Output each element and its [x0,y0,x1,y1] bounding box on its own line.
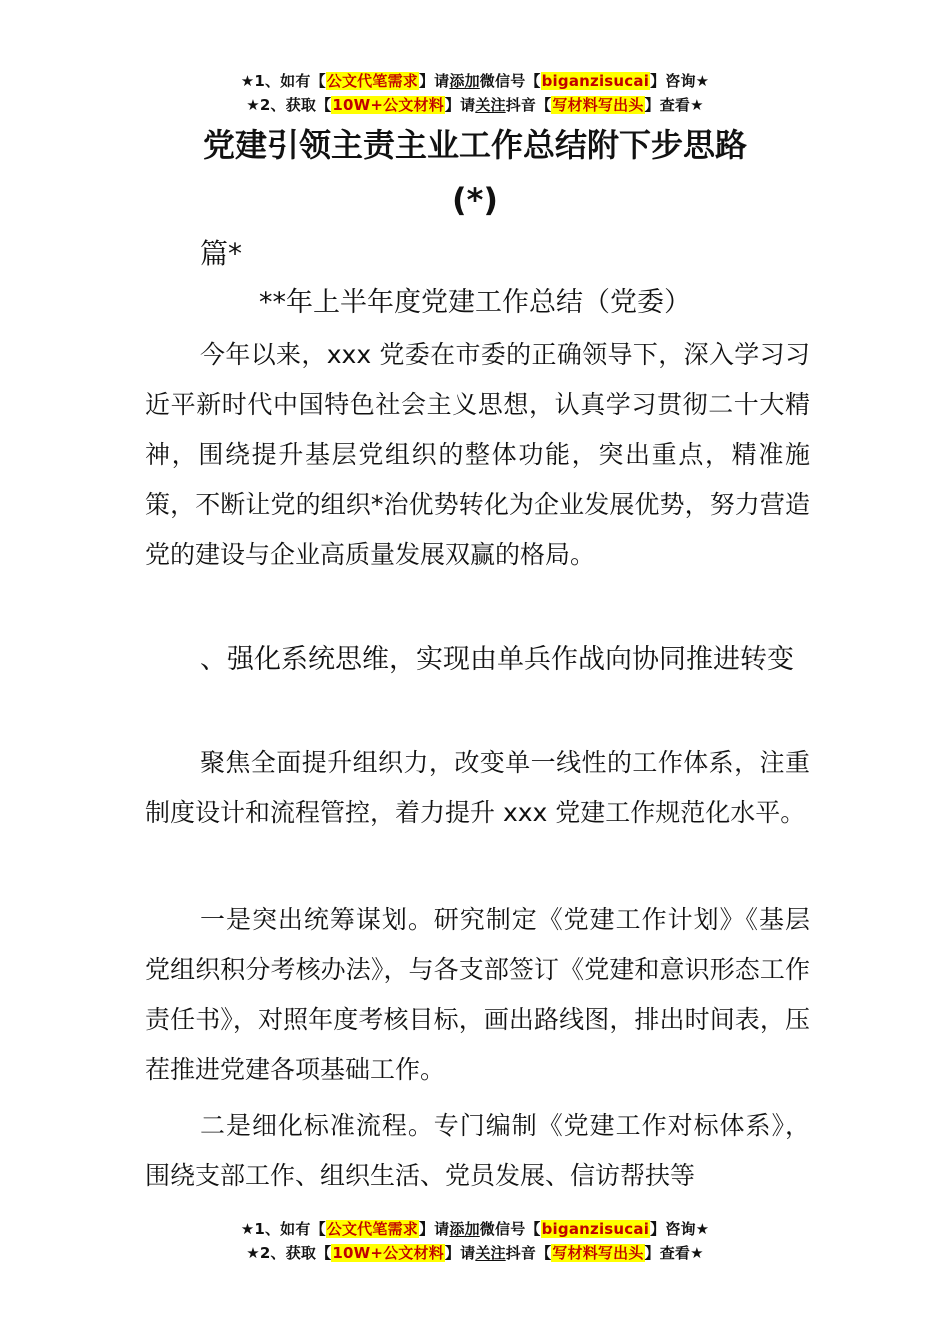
banner-text: 】咨询★ [650,1220,710,1238]
banner-highlight: 写材料写出头 [552,1244,644,1262]
banner-line-1 [0,1217,950,1241]
document-title: 党建引领主责主业工作总结附下步思路 [202,126,747,164]
banner-highlight: 写材料写出头 [552,96,644,114]
banner-text: 抖音【 [505,1244,552,1262]
banner-highlight: 10W+公文材料 [332,96,444,114]
section-label: 篇* [200,237,243,270]
banner-highlight: 10W+公文材料 [332,1244,444,1262]
banner-highlight: biganzisucai [541,1220,650,1238]
banner-text: 】请 [444,1244,476,1262]
banner-underline: 添加 [449,1220,480,1238]
subtitle: **年上半年度党建工作总结（党委） [259,287,691,318]
banner-highlight: 公文代笔需求 [326,72,418,90]
paragraph: 今年以来，xxx 党委在市委的正确领导下，深入学习习近平新时代中国特色社会主义思想，认真学习贯彻二十大精神，围绕提升基层党组织的整体功能，突出重点，精准施策，不断让党的组织*治优势转化为企业发展优势，努力营造党的建设与企业高质量发展双赢的格局。 [145,340,810,569]
banner-text: ★2、获取【 [246,96,332,114]
banner-text: 】请 [418,1220,450,1238]
banner-text: 】查看★ [644,96,704,114]
banner-highlight: biganzisucai [541,72,650,90]
banner-text: ★1、如有【 [240,72,326,90]
banner-line-2 [0,93,950,117]
header-banner [0,69,950,117]
section-heading: 、强化系统思维，实现由单兵作战向协同推进转变 [200,644,794,675]
banner-line-1 [0,69,950,93]
document-title-suffix: (*) [452,181,498,219]
paragraph: 二是细化标准流程。专门编制《党建工作对标体系》，围绕支部工作、组织生活、党员发展、信访帮扶等 [145,1111,810,1190]
banner-text: 微信号【 [479,72,541,90]
banner-text: ★2、获取【 [246,1244,332,1262]
banner-text: ★1、如有【 [240,1220,326,1238]
banner-text: 】请 [418,72,450,90]
banner-line-2 [0,1241,950,1265]
banner-text: 抖音【 [505,96,552,114]
banner-underline: 关注 [475,96,506,114]
banner-text: 】查看★ [644,1244,704,1262]
banner-underline: 添加 [449,72,480,90]
banner-text: 】请 [444,96,476,114]
paragraph: 聚焦全面提升组织力，改变单一线性的工作体系，注重制度设计和流程管控，着力提升 xxx 党建工作规范化水平。 [145,748,810,827]
banner-underline: 关注 [475,1244,506,1262]
banner-text: 微信号【 [479,1220,541,1238]
banner-text: 】咨询★ [650,72,710,90]
footer-banner [0,1217,950,1265]
paragraph: 一是突出统筹谋划。研究制定《党建工作计划》《基层党组织积分考核办法》，与各支部签订《党建和意识形态工作责任书》，对照年度考核目标，画出路线图，排出时间表，压茬推进党建各项基础工作。 [145,905,810,1084]
banner-highlight: 公文代笔需求 [326,1220,418,1238]
